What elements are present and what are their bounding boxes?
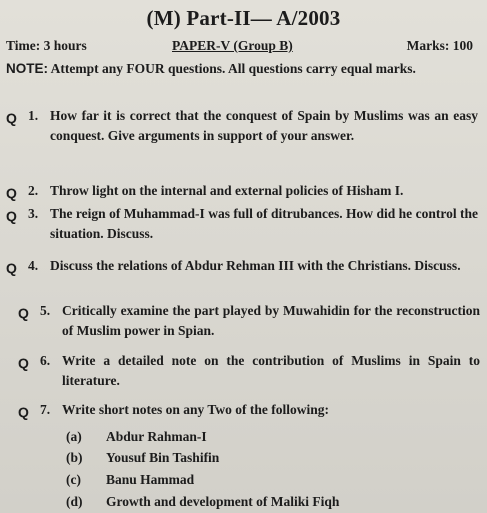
- option-text: Abdur Rahman-I: [106, 429, 207, 444]
- question-marker-icon: Q: [18, 355, 29, 371]
- note-text: Attempt any FOUR questions. All questions carry equal marks.: [50, 61, 416, 76]
- question-number: 4.: [28, 258, 39, 273]
- paper-title: (M) Part-II— A/2003: [146, 6, 341, 30]
- question-number: 3.: [28, 206, 39, 221]
- question-number: 1.: [28, 108, 39, 123]
- question-marker-icon: Q: [6, 110, 17, 126]
- question-number: 6.: [40, 353, 51, 368]
- time-allowed: Time: 3 hours: [6, 38, 87, 53]
- question-5: [18, 301, 480, 340]
- question-2: [6, 181, 478, 201]
- question-text: Write a detailed note on the contribution of Muslims in Spain to literature.: [62, 353, 480, 388]
- question-text: The reign of Muhammad-I was full of ditrubances. How did he control the situation. Discuss.: [50, 206, 478, 241]
- total-marks: Marks: 100: [406, 38, 473, 53]
- question-text: Critically examine the part played by Muwahidin for the reconstruction of Muslim power in Spian.: [62, 303, 480, 338]
- note-label: NOTE:: [6, 61, 48, 76]
- question-number: 2.: [28, 183, 39, 198]
- question-7: [18, 400, 480, 420]
- option-label: (d): [66, 494, 83, 509]
- option-text: Banu Hammad: [106, 472, 195, 487]
- question-text: Throw light on the internal and external policies of Hisham I.: [50, 183, 404, 198]
- option-text: Yousuf Bin Tashifin: [106, 450, 220, 465]
- question-text: Write short notes on any Two of the following:: [62, 402, 330, 417]
- option-label: (a): [66, 429, 82, 444]
- question-1: [6, 106, 478, 145]
- question-marker-icon: Q: [18, 305, 29, 321]
- option-label: (b): [66, 450, 83, 465]
- question-4: [6, 256, 478, 276]
- question-marker-icon: Q: [6, 185, 17, 201]
- question-marker-icon: Q: [18, 404, 29, 420]
- option-label: (c): [66, 472, 81, 487]
- question-text: How far it is correct that the conquest of Spain by Muslims was an easy conquest. Give arguments in support of your answer.: [50, 108, 478, 143]
- question-number: 5.: [40, 303, 51, 318]
- question-number: 7.: [40, 402, 51, 417]
- question-3: [6, 204, 478, 243]
- paper-code: PAPER-V (Group B): [172, 38, 293, 53]
- question-6: [18, 351, 480, 390]
- question-marker-icon: Q: [6, 208, 17, 224]
- question-text: Discuss the relations of Abdur Rehman III with the Christians. Discuss.: [50, 258, 461, 273]
- question-marker-icon: Q: [6, 260, 17, 276]
- option-text: Growth and development of Maliki Fiqh: [106, 494, 340, 509]
- instructions-note: [6, 59, 474, 79]
